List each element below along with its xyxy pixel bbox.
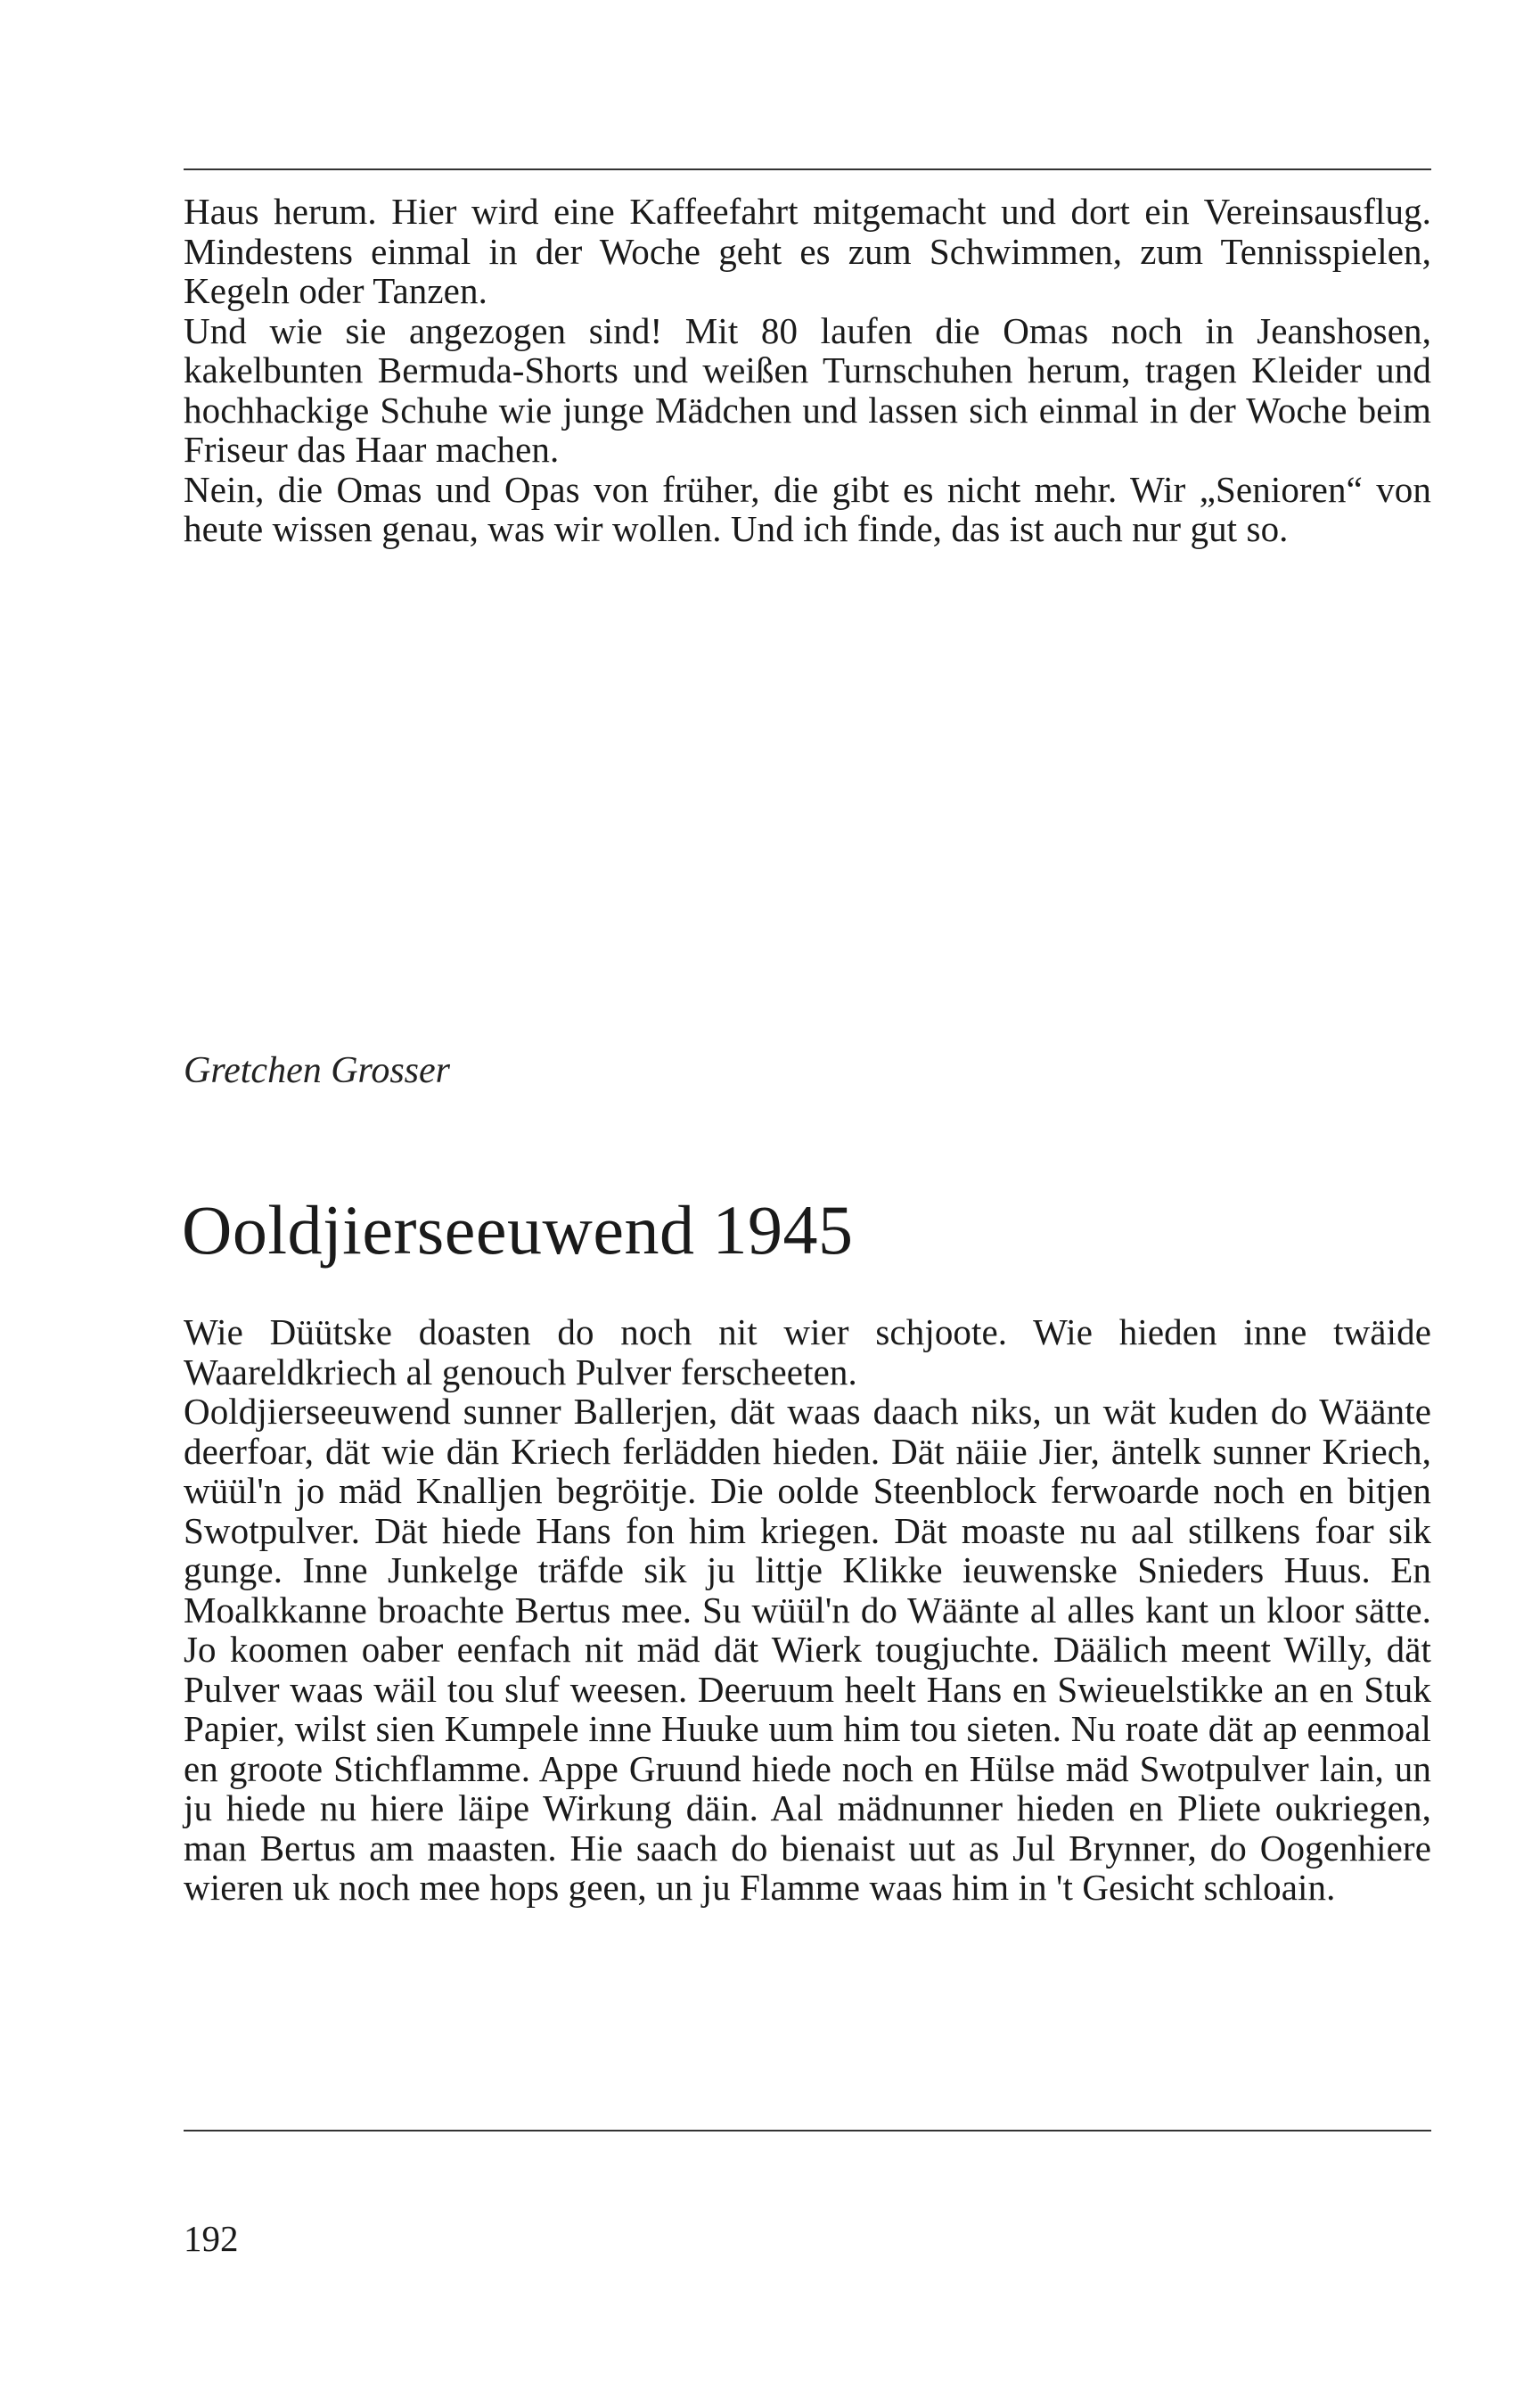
page-number: 192 [184,2218,239,2259]
continuation-text [184,192,1431,549]
top-rule [184,168,1431,170]
paragraph: Haus herum. Hier wird eine Kaffeefahrt mitgemacht und dort ein Vereinsausflug. Mindestens einmal in der Woche geht es zum Schwimmen, zum Tennisspielen, Kegeln oder Tanzen. [184,191,1431,311]
paragraph: Ooldjierseeuwend sunner Ballerjen, dät waas daach niks, un wät kuden do Wäänte deerfoar, dät wie dän Kriech ferlädden hieden. Dät näiie Jier, äntelk sunner Kriech, wüül'n jo mäd Knalljen begröitje. Die oolde Steenblock ferwoarde noch en bitjen Swotpulver. Dät hiede Hans fon him kriegen. Dät moaste nu aal stilkens foar sik gunge. Inne Junkelge träfde sik ju littje Klikke ieuwenske Snieders Huus. En Moalkkanne broachte Bertus mee. Su wüül'n do Wäänte al alles kant un kloor sätte. Jo koomen oaber eenfach nit mäd dät Wierk tougjuchte. Däälich meent Willy, dät Pulver waas wäil tou sluf weesen. Deeruum heelt Hans en Swieuelstikke an en Stuk Papier, wilst sien Kumpele inne Huuke uum him tou sieten. Nu roate dät ap eenmoal en groote Stichflamme. Appe Gruund hiede noch en Hülse mäd Swotpulver lain, un ju hiede nu hiere läipe Wirkung däin. Aal mädnunner hieden en Pliete oukriegen, man Bertus am maasten. Hie saach do bienaist uut as Jul Brynner, do Oogenhiere wieren uk noch mee hops geen, un ju Flamme waas him in 't Gesicht schloain. [184,1391,1431,1908]
paragraph: Nein, die Omas und Opas von früher, die gibt es nicht mehr. Wir „Senioren“ von heute wissen genau, was wir wollen. Und ich finde, das ist auch nur gut so. [184,468,1431,549]
author-name: Gretchen Grosser [184,1050,451,1091]
article-body [184,1312,1431,1908]
bottom-rule [184,2130,1431,2131]
article-title: Ooldjierseeuwend 1945 [182,1191,854,1269]
paragraph: Wie Düütske doasten do noch nit wier schjoote. Wie hieden inne twäide Waareldkriech al genouch Pulver ferscheeten. [184,1311,1431,1392]
paragraph: Und wie sie angezogen sind! Mit 80 laufen die Omas noch in Jeanshosen, kakelbunten Bermuda-Shorts und weißen Turnschuhen herum, tragen Kleider und hochhackige Schuhe wie junge Mädchen und lassen sich einmal in der Woche beim Friseur das Haar machen. [184,309,1431,470]
